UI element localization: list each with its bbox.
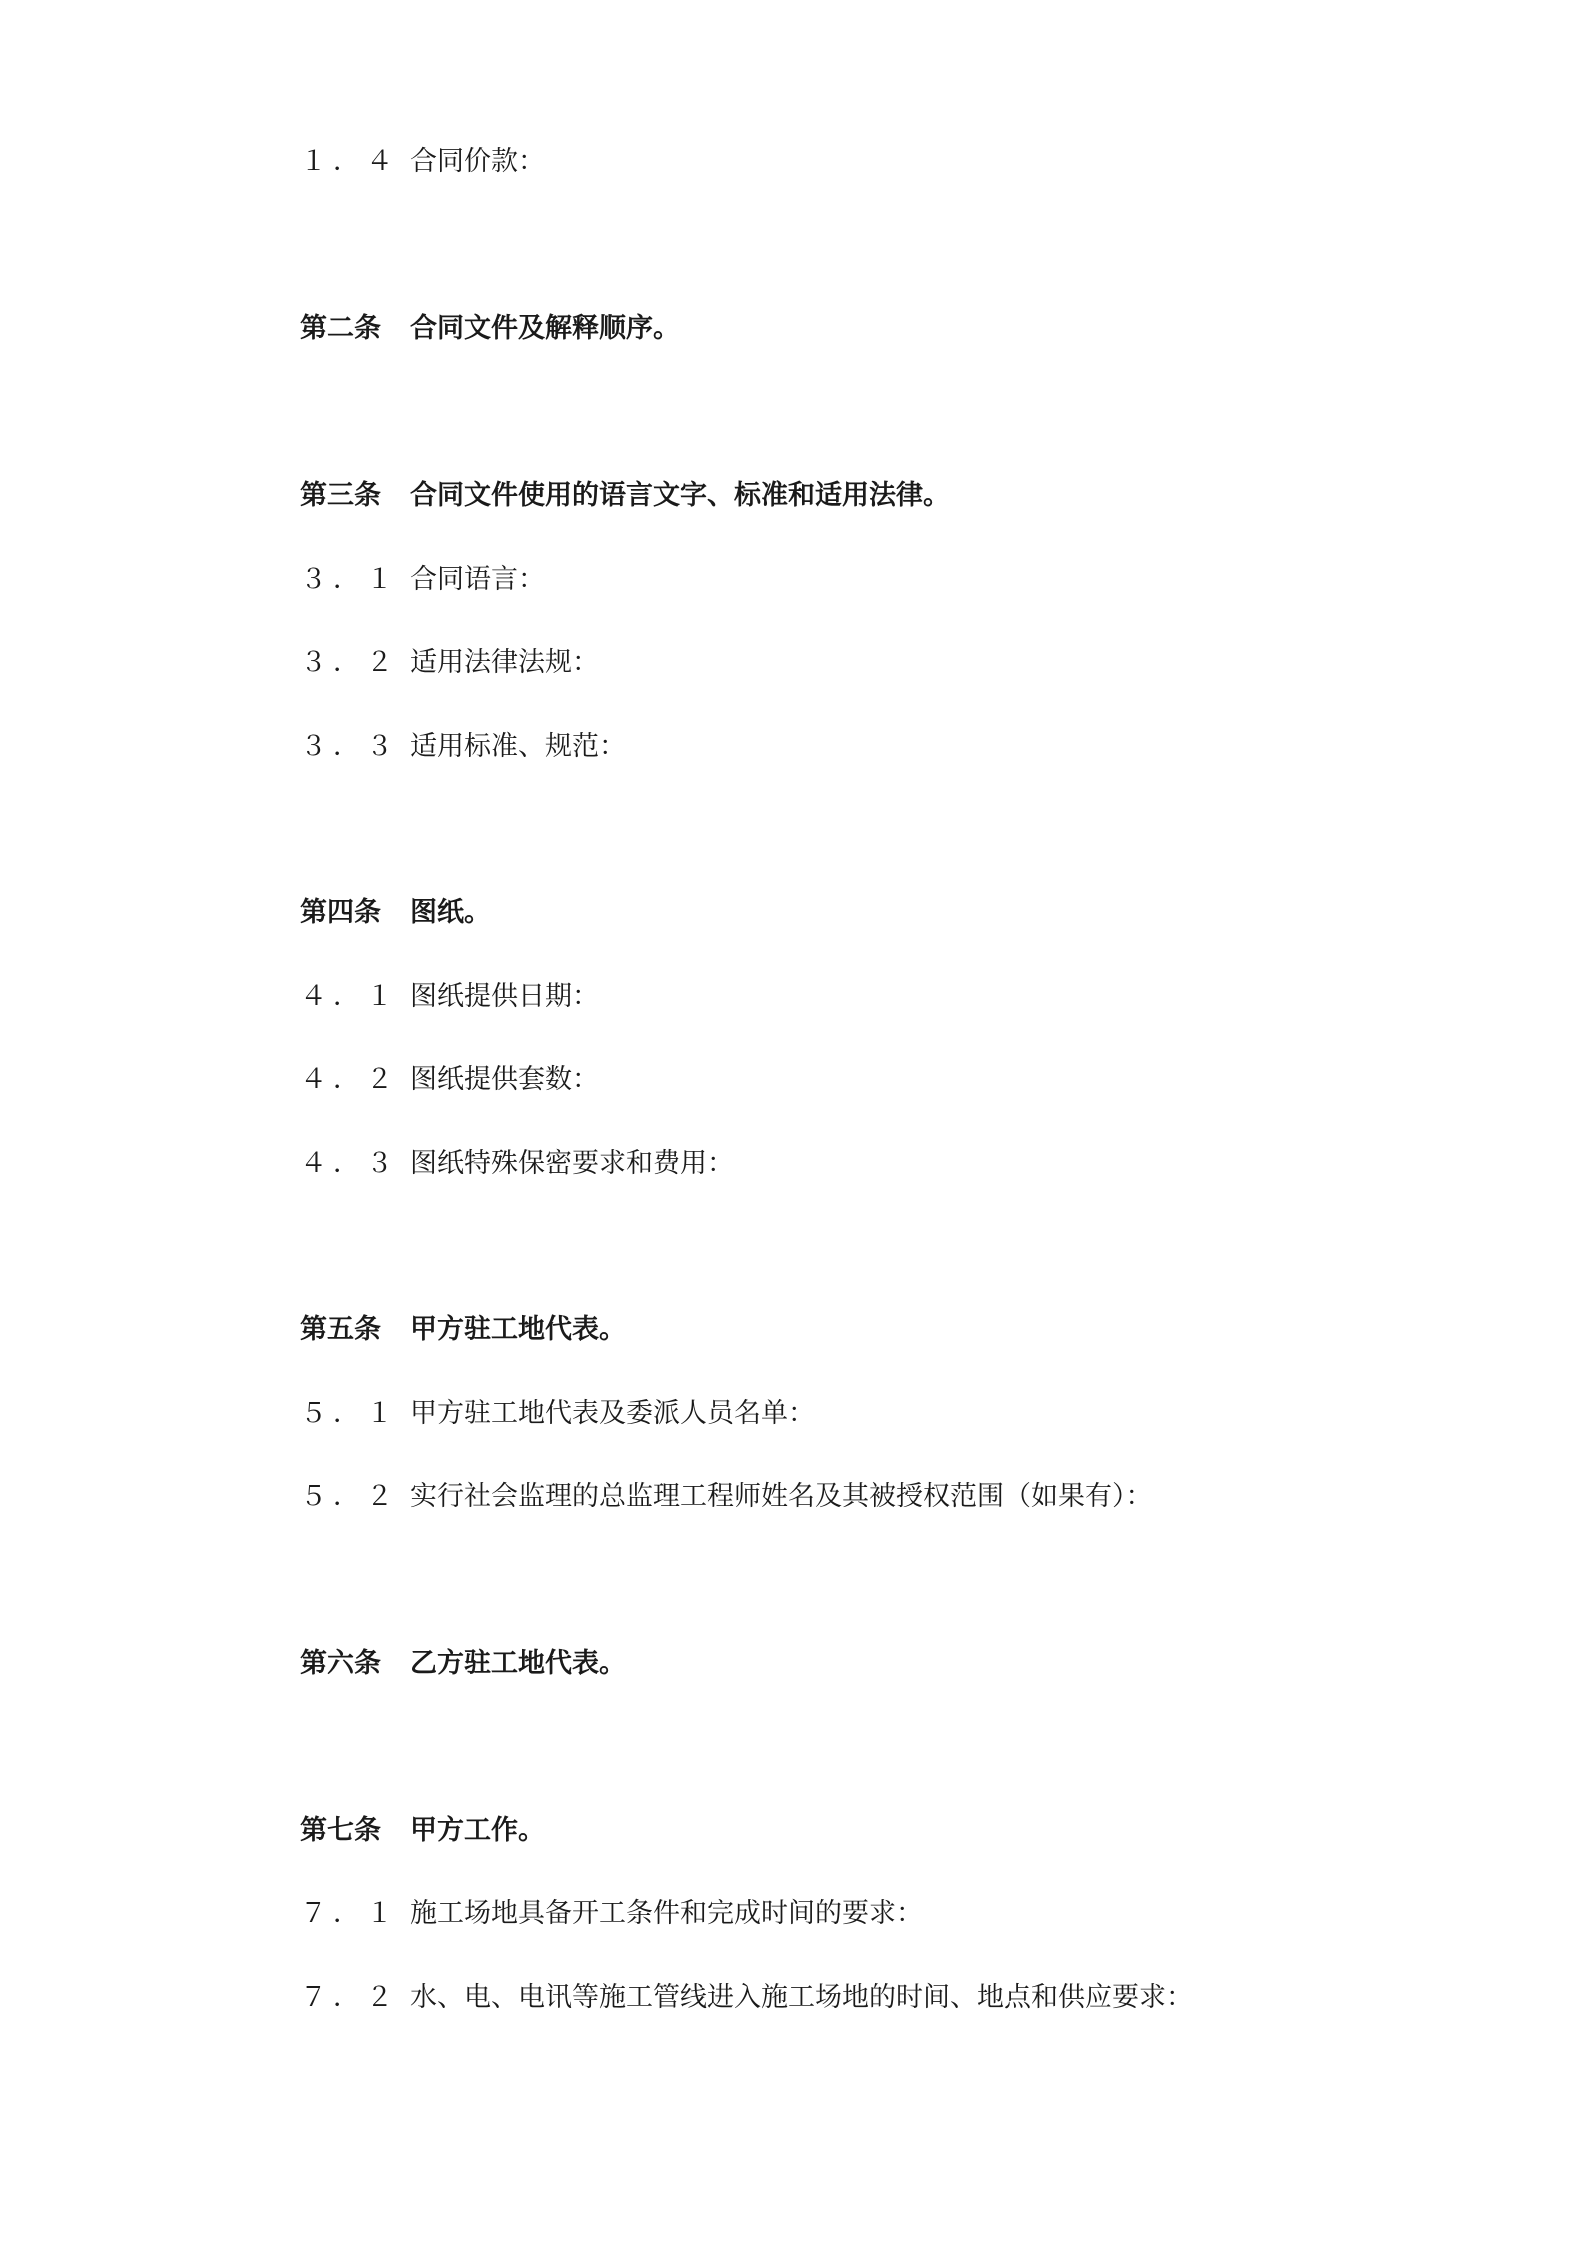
clause-number: ３．１ xyxy=(300,564,399,595)
clause-3-1 xyxy=(300,560,545,600)
clause-1-4 xyxy=(300,142,545,182)
article-title: 甲方工作。 xyxy=(410,1815,545,1846)
article-number: 第六条 xyxy=(300,1648,381,1679)
clause-text: 水、电、电讯等施工管线进入施工场地的时间、地点和供应要求： xyxy=(410,1982,1193,2013)
clause-3-2 xyxy=(300,643,599,683)
clause-number: ５．１ xyxy=(300,1398,399,1429)
article-3-heading xyxy=(300,476,950,516)
clause-4-3 xyxy=(300,1144,734,1184)
clause-text: 实行社会监理的总监理工程师姓名及其被授权范围（如果有）： xyxy=(410,1481,1153,1512)
clause-5-1 xyxy=(300,1394,815,1434)
article-number: 第五条 xyxy=(300,1314,381,1345)
clause-text: 适用法律法规： xyxy=(410,647,599,678)
clause-text: 图纸特殊保密要求和费用： xyxy=(410,1148,734,1179)
clause-number: ３．３ xyxy=(300,731,399,762)
clause-number: ４．２ xyxy=(300,1064,399,1095)
article-number: 第七条 xyxy=(300,1815,381,1846)
clause-7-1 xyxy=(300,1894,923,1934)
clause-7-2 xyxy=(300,1978,1193,2018)
article-title: 合同文件使用的语言文字、标准和适用法律。 xyxy=(410,480,950,511)
clause-number: ５．２ xyxy=(300,1481,399,1512)
clause-text: 适用标准、规范： xyxy=(410,731,626,762)
article-number: 第三条 xyxy=(300,480,381,511)
article-title: 乙方驻工地代表。 xyxy=(410,1648,626,1679)
clause-3-3 xyxy=(300,727,626,767)
clause-number: ４．３ xyxy=(300,1148,399,1179)
article-7-heading xyxy=(300,1811,545,1851)
clause-number: ７．１ xyxy=(300,1898,399,1929)
clause-text: 甲方驻工地代表及委派人员名单： xyxy=(410,1398,815,1429)
clause-number: １．４ xyxy=(300,146,399,177)
clause-text: 合同价款： xyxy=(410,146,545,177)
clause-text: 图纸提供日期： xyxy=(410,981,599,1012)
clause-number: ７．２ xyxy=(300,1982,399,2013)
article-5-heading xyxy=(300,1310,626,1350)
clause-number: ４．１ xyxy=(300,981,399,1012)
article-title: 图纸。 xyxy=(410,897,491,928)
article-2-heading xyxy=(300,309,680,349)
article-number: 第二条 xyxy=(300,313,381,344)
clause-number: ３．２ xyxy=(300,647,399,678)
clause-4-1 xyxy=(300,977,599,1017)
clause-text: 合同语言： xyxy=(410,564,545,595)
article-6-heading xyxy=(300,1644,626,1684)
clause-4-2 xyxy=(300,1060,599,1100)
article-title: 甲方驻工地代表。 xyxy=(410,1314,626,1345)
article-title: 合同文件及解释顺序。 xyxy=(410,313,680,344)
article-number: 第四条 xyxy=(300,897,381,928)
clause-5-2 xyxy=(300,1477,1153,1517)
article-4-heading xyxy=(300,893,491,933)
clause-text: 图纸提供套数： xyxy=(410,1064,599,1095)
clause-text: 施工场地具备开工条件和完成时间的要求： xyxy=(410,1898,923,1929)
